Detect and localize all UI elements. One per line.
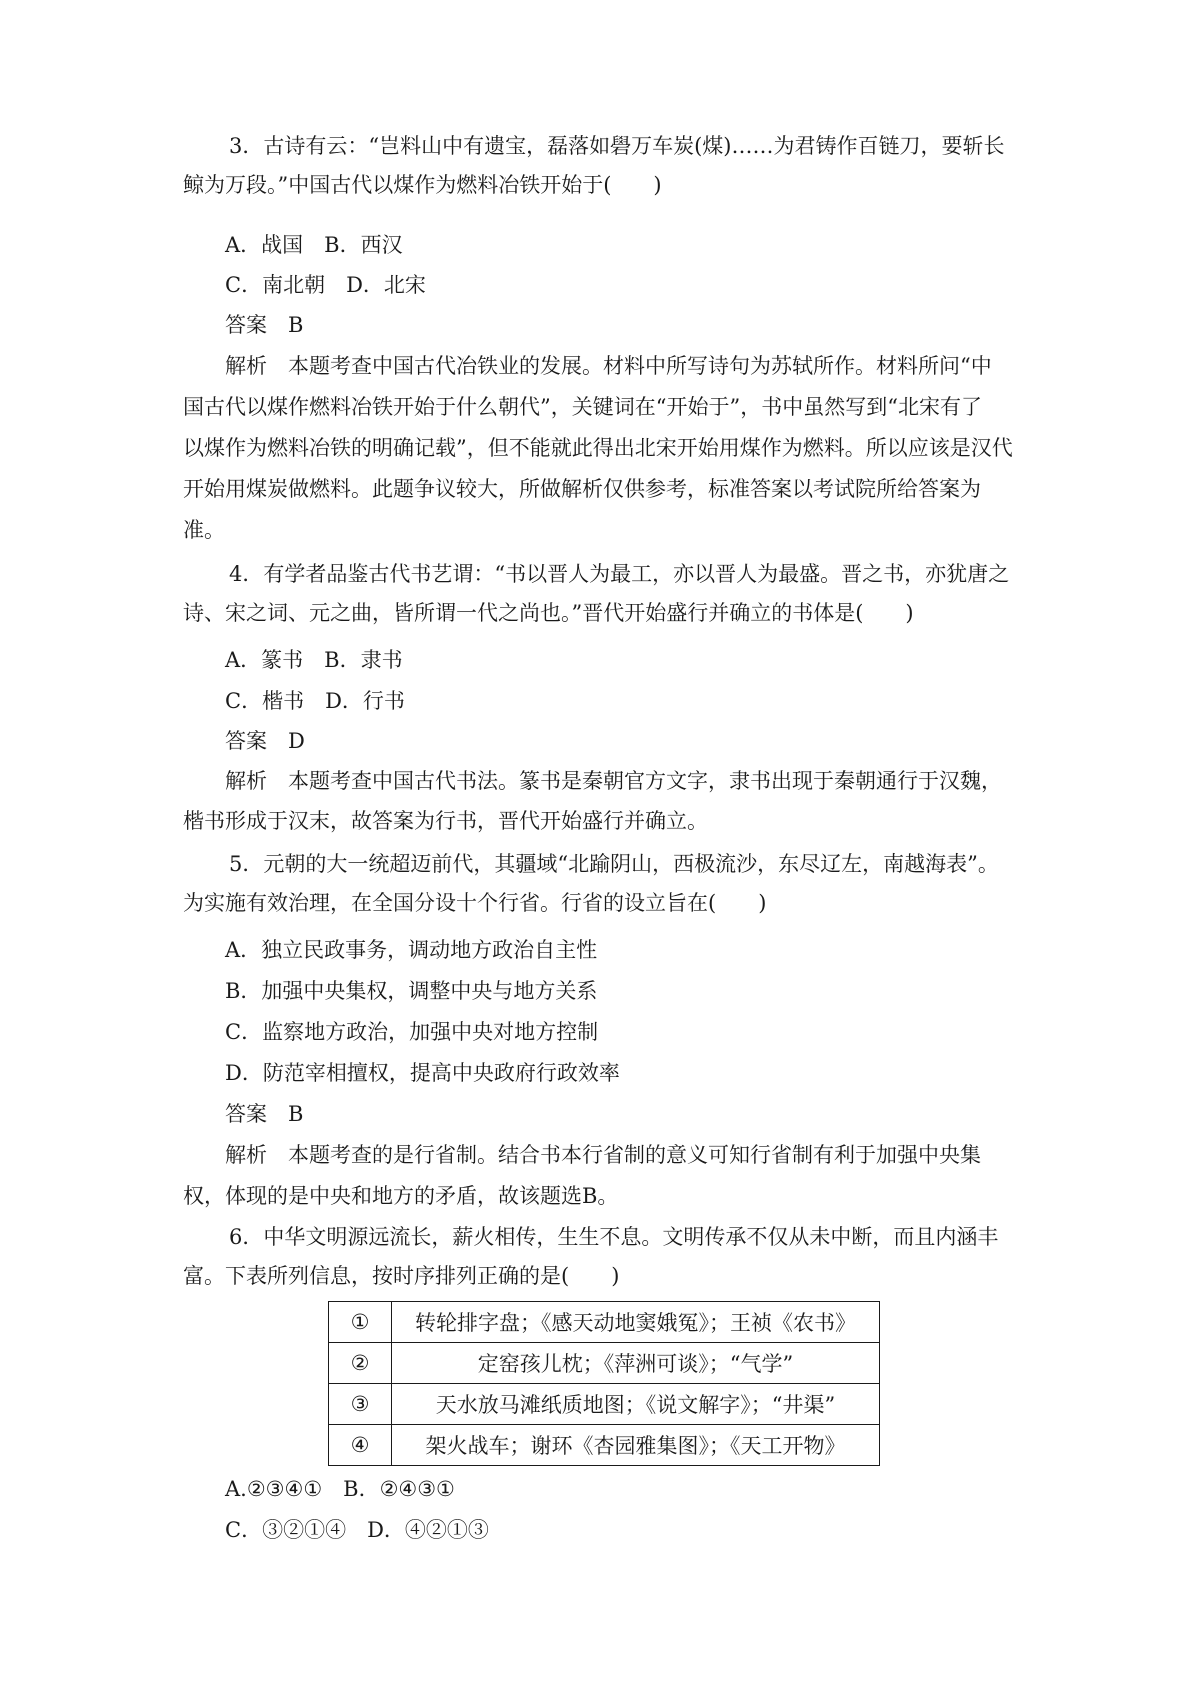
q4-answer: 答案 D — [225, 729, 305, 753]
table-cell-number: ② — [329, 1343, 392, 1384]
table-cell-number: ① — [329, 1302, 392, 1343]
q4-analysis-line-1: 解析 本题考查中国古代书法。篆书是秦朝官方文字，隶书出现于秦朝通行于汉魏， — [225, 769, 1002, 793]
table-cell-content: 定窑孩儿枕；《萍洲可谈》；“气学” — [392, 1343, 880, 1384]
q3-analysis-line-1: 解析 本题考查中国古代冶铁业的发展。材料中所写诗句为苏轼所作。材料所问“中 — [225, 354, 992, 378]
q6-stem-line-2: 富。下表所列信息，按时序排列正确的是( ) — [183, 1264, 620, 1288]
q6-option-cd: C．③②①④ D．④②①③ — [225, 1518, 489, 1542]
q4-stem-line-2: 诗、宋之词、元之曲，皆所谓一代之尚也。”晋代开始盛行并确立的书体是( ) — [183, 601, 914, 625]
q4-option-cd: C．楷书 D．行书 — [225, 689, 405, 713]
q3-stem-line-2: 鲸为万段。”中国古代以煤作为燃料冶铁开始于( ) — [183, 173, 662, 197]
q5-analysis-line-2: 权，体现的是中央和地方的矛盾，故该题选B。 — [183, 1184, 619, 1208]
q3-analysis-line-4: 开始用煤炭做燃料。此题争议较大，所做解析仅供参考，标准答案以考试院所给答案为 — [183, 477, 981, 501]
q5-option-d: D．防范宰相擅权，提高中央政府行政效率 — [225, 1061, 620, 1085]
q5-stem-line-2: 为实施有效治理，在全国分设十个行省。行省的设立旨在( ) — [183, 891, 767, 915]
q3-analysis-line-5: 准。 — [183, 518, 225, 542]
q5-answer: 答案 B — [225, 1102, 304, 1126]
q3-analysis-line-3: 以煤作为燃料冶铁的明确记载”，但不能就此得出北宋开始用煤作为燃料。所以应该是汉代 — [183, 436, 1013, 460]
q5-option-c: C．监察地方政治，加强中央对地方控制 — [225, 1020, 599, 1044]
q6-option-ab: A.②③④① B．②④③① — [225, 1477, 455, 1501]
q5-option-a: A．独立民政事务，调动地方政治自主性 — [225, 938, 598, 962]
table-row — [329, 1343, 880, 1384]
q3-analysis-line-2: 国古代以煤作燃料冶铁开始于什么朝代”，关键词在“开始于”，书中虽然写到“北宋有了 — [183, 395, 982, 419]
q4-option-ab: A．篆书 B．隶书 — [225, 648, 403, 672]
q4-analysis-line-2: 楷书形成于汉末，故答案为行书，晋代开始盛行并确立。 — [183, 809, 708, 833]
table-cell-content: 天水放马滩纸质地图；《说文解字》；“井渠” — [392, 1384, 880, 1425]
q6-stem-line-1: 6．中华文明源远流长，薪火相传，生生不息。文明传承不仅从未中断，而且内涵丰 — [229, 1225, 999, 1249]
q5-option-b: B．加强中央集权，调整中央与地方关系 — [225, 979, 598, 1003]
q3-answer: 答案 B — [225, 313, 304, 337]
q4-stem-line-1: 4．有学者品鉴古代书艺谓：“书以晋人为最工，亦以晋人为最盛。晋之书，亦犹唐之 — [229, 562, 1010, 586]
q6-info-table — [328, 1301, 880, 1466]
q3-option-cd: C．南北朝 D．北宋 — [225, 273, 426, 297]
table-cell-content: 架火战车；谢环《杏园雅集图》；《天工开物》 — [392, 1425, 880, 1466]
q3-stem-line-1: 3．古诗有云：“岂料山中有遗宝，磊落如礐万车炭(煤)……为君铸作百链刀，要斩长 — [229, 134, 1005, 158]
q5-analysis-line-1: 解析 本题考查的是行省制。结合书本行省制的意义可知行省制有利于加强中央集 — [225, 1143, 981, 1167]
table-cell-number: ④ — [329, 1425, 392, 1466]
table-cell-content: 转轮排字盘；《感天动地窦娥冤》；王祯《农书》 — [392, 1302, 880, 1343]
table-row — [329, 1384, 880, 1425]
q5-stem-line-1: 5．元朝的大一统超迈前代，其疆域“北踰阴山，西极流沙，东尽辽左，南越海表”。 — [229, 852, 999, 876]
table-cell-number: ③ — [329, 1384, 392, 1425]
table-row — [329, 1425, 880, 1466]
q3-option-ab: A．战国 B．西汉 — [225, 233, 403, 257]
table-row — [329, 1302, 880, 1343]
